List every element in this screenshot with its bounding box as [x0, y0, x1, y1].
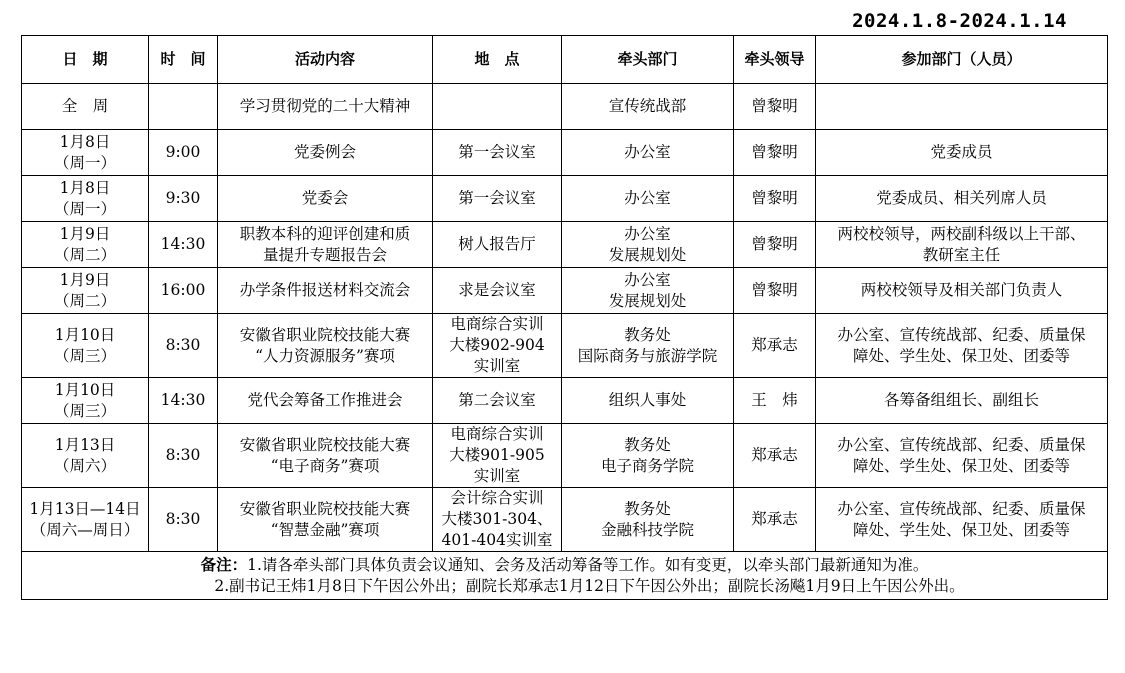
cell-activity [218, 222, 433, 268]
cell-line: （周二） [53, 291, 116, 310]
cell-location [433, 222, 562, 268]
note-line-1: 备注：1.请各牵头部门具体负责会议通知、会务及活动筹备等工作。如有变更，以牵头部门最新通知为准。 [200, 555, 929, 574]
cell-activity [218, 176, 433, 222]
cell-line: 职教本科的迎评创建和质 [239, 224, 411, 243]
cell-location [433, 378, 562, 424]
cell-line: 树人报告厅 [458, 235, 536, 253]
schedule-body [22, 84, 1108, 552]
cell-line: 办公室 [624, 189, 671, 207]
cell-line: （周三） [53, 346, 116, 365]
cell-leader: 郑承志 [734, 314, 816, 378]
table-row [22, 222, 1108, 268]
cell-line: 实训室 [473, 467, 521, 485]
cell-activity [218, 314, 433, 378]
cell-line: 两校校领导，两校副科级以上干部、 [837, 224, 1086, 243]
column-header: 地 点 [433, 36, 562, 84]
cell-line: 障处、学生处、保卫处、团委等 [852, 456, 1070, 475]
cell-leader: 郑承志 [734, 488, 816, 552]
cell-leader: 曾黎明 [734, 176, 816, 222]
cell-line: 第一会议室 [458, 189, 536, 207]
cell-line: 办公室 [624, 143, 671, 161]
note-line-2 [26, 576, 1103, 597]
cell-participants [816, 488, 1108, 552]
cell-line: 党委成员、相关列席人员 [876, 189, 1047, 207]
cell-line: “电子商务”赛项 [270, 456, 380, 475]
cell-time: 16:00 [149, 268, 218, 314]
note-item-1: 1.请各牵头部门具体负责会议通知、会务及活动筹备等工作。如有变更，以牵头部门最新通知为准。 [247, 555, 929, 574]
cell-line: （周六—周日） [30, 520, 140, 539]
cell-line: 1月9日 [59, 224, 111, 243]
column-header: 参加部门（人员） [816, 36, 1108, 84]
cell-lead-dept [562, 424, 734, 488]
cell-location [433, 488, 562, 552]
cell-line: 党代会筹备工作推进会 [247, 391, 403, 409]
cell-line: （周二） [53, 245, 116, 264]
notes-cell [22, 552, 1108, 600]
cell-leader: 曾黎明 [734, 222, 816, 268]
cell-line: 1月8日 [59, 178, 111, 197]
table-row [22, 130, 1108, 176]
cell-line: 宣传统战部 [608, 97, 687, 115]
cell-line: 1月9日 [59, 270, 111, 289]
cell-line: 组织人事处 [608, 391, 687, 409]
cell-line: 党委会 [301, 189, 349, 207]
cell-line: 障处、学生处、保卫处、团委等 [852, 346, 1070, 365]
cell-activity [218, 424, 433, 488]
column-header: 时 间 [149, 36, 218, 84]
cell-lead-dept [562, 378, 734, 424]
cell-line: （周三） [53, 401, 116, 420]
cell-time: 8:30 [149, 424, 218, 488]
cell-line: 安徽省职业院校技能大赛 [239, 325, 411, 344]
cell-activity [218, 378, 433, 424]
cell-line: 教务处 [624, 435, 671, 454]
cell-date [22, 424, 149, 488]
cell-lead-dept [562, 176, 734, 222]
cell-activity [218, 130, 433, 176]
cell-date [22, 84, 149, 130]
cell-participants [816, 176, 1108, 222]
cell-line: 国际商务与旅游学院 [577, 346, 718, 365]
cell-participants [816, 84, 1108, 130]
cell-line: 学习贯彻党的二十大精神 [239, 97, 411, 115]
cell-leader: 曾黎明 [734, 84, 816, 130]
cell-line: 电商综合实训 [450, 315, 544, 333]
cell-line: 安徽省职业院校技能大赛 [239, 499, 411, 518]
cell-line: 量提升专题报告会 [262, 245, 387, 264]
cell-line: 各筹备组组长、副组长 [883, 391, 1039, 409]
table-row [22, 314, 1108, 378]
cell-line: 发展规划处 [608, 245, 687, 264]
cell-lead-dept [562, 222, 734, 268]
cell-date [22, 314, 149, 378]
cell-leader: 郑承志 [734, 424, 816, 488]
cell-line: 办公室 [624, 270, 671, 289]
cell-location [433, 84, 562, 130]
cell-line: 大楼901-905 [449, 446, 545, 464]
cell-line: 金融科技学院 [600, 520, 694, 539]
cell-date [22, 488, 149, 552]
table-row [22, 488, 1108, 552]
cell-line: 大楼902-904 [449, 336, 545, 354]
note-item-2: 2.副书记王炜1月8日下午因公外出；副院长郑承志1月12日下午因公外出；副院长汤飚1月9日上午因公外出。 [214, 576, 965, 595]
cell-time: 8:30 [149, 488, 218, 552]
cell-time: 14:30 [149, 222, 218, 268]
date-range: 2024.1.8-2024.1.14 [852, 10, 1067, 32]
cell-line: 发展规划处 [608, 291, 687, 310]
column-header: 日 期 [22, 36, 149, 84]
cell-time: 9:00 [149, 130, 218, 176]
cell-line: （周一） [53, 153, 116, 172]
cell-line: 大楼301-304、 [441, 510, 553, 528]
table-row [22, 378, 1108, 424]
cell-time: 14:30 [149, 378, 218, 424]
cell-date [22, 378, 149, 424]
notes-label: 备注 [200, 555, 232, 574]
cell-participants [816, 378, 1108, 424]
column-header: 牵头部门 [562, 36, 734, 84]
cell-line: 办公室、宣传统战部、纪委、质量保 [837, 435, 1086, 454]
table-row [22, 84, 1108, 130]
cell-line: 两校校领导及相关部门负责人 [860, 281, 1063, 299]
cell-line: 障处、学生处、保卫处、团委等 [852, 520, 1070, 539]
column-header: 牵头领导 [734, 36, 816, 84]
cell-lead-dept [562, 488, 734, 552]
cell-line: 第一会议室 [458, 143, 536, 161]
notes-row [22, 552, 1108, 600]
cell-line: 401-404实训室 [441, 531, 553, 549]
cell-line: “人力资源服务”赛项 [255, 346, 395, 365]
cell-line: 电子商务学院 [600, 456, 694, 475]
cell-date [22, 222, 149, 268]
cell-line: “智慧金融”赛项 [270, 520, 380, 539]
cell-activity [218, 268, 433, 314]
cell-activity [218, 84, 433, 130]
cell-line: （周六） [53, 456, 116, 475]
cell-line: 1月13日 [54, 435, 116, 454]
cell-line: 办公室、宣传统战部、纪委、质量保 [837, 325, 1086, 344]
table-row [22, 268, 1108, 314]
cell-participants [816, 424, 1108, 488]
cell-line: 教务处 [624, 499, 671, 518]
cell-line: 安徽省职业院校技能大赛 [239, 435, 411, 454]
cell-line: 办公室、宣传统战部、纪委、质量保 [837, 499, 1086, 518]
cell-line: 办学条件报送材料交流会 [239, 281, 411, 299]
cell-line: 1月8日 [59, 132, 111, 151]
cell-date [22, 268, 149, 314]
cell-location [433, 424, 562, 488]
cell-line: 教研室主任 [922, 245, 1001, 264]
table-row [22, 424, 1108, 488]
cell-participants [816, 314, 1108, 378]
cell-line: 党委例会 [293, 143, 356, 161]
header-row [22, 36, 1108, 84]
cell-leader: 曾黎明 [734, 130, 816, 176]
cell-line: （周一） [53, 199, 116, 218]
cell-participants [816, 268, 1108, 314]
cell-date [22, 130, 149, 176]
cell-activity [218, 488, 433, 552]
cell-lead-dept [562, 268, 734, 314]
cell-line: 教务处 [624, 325, 671, 344]
cell-time: 8:30 [149, 314, 218, 378]
cell-location [433, 130, 562, 176]
cell-line: 1月13日—14日 [29, 499, 141, 518]
cell-line: 电商综合实训 [450, 425, 544, 443]
cell-time [149, 84, 218, 130]
cell-line: 1月10日 [54, 380, 116, 399]
cell-line: 1月10日 [54, 325, 116, 344]
cell-lead-dept [562, 84, 734, 130]
schedule-table [21, 35, 1108, 600]
cell-lead-dept [562, 314, 734, 378]
cell-location [433, 176, 562, 222]
cell-line: 实训室 [473, 357, 521, 375]
cell-line: 办公室 [624, 224, 671, 243]
cell-line: 第二会议室 [458, 391, 536, 409]
cell-participants [816, 222, 1108, 268]
cell-participants [816, 130, 1108, 176]
cell-line: 求是会议室 [458, 281, 536, 299]
cell-line: 全 周 [61, 97, 109, 115]
cell-leader: 王 炜 [734, 378, 816, 424]
table-row [22, 176, 1108, 222]
cell-lead-dept [562, 130, 734, 176]
column-header: 活动内容 [218, 36, 433, 84]
cell-line: 党委成员 [930, 143, 993, 161]
cell-date [22, 176, 149, 222]
cell-location [433, 268, 562, 314]
cell-time: 9:30 [149, 176, 218, 222]
cell-leader: 曾黎明 [734, 268, 816, 314]
cell-location [433, 314, 562, 378]
cell-line: 会计综合实训 [450, 489, 544, 507]
